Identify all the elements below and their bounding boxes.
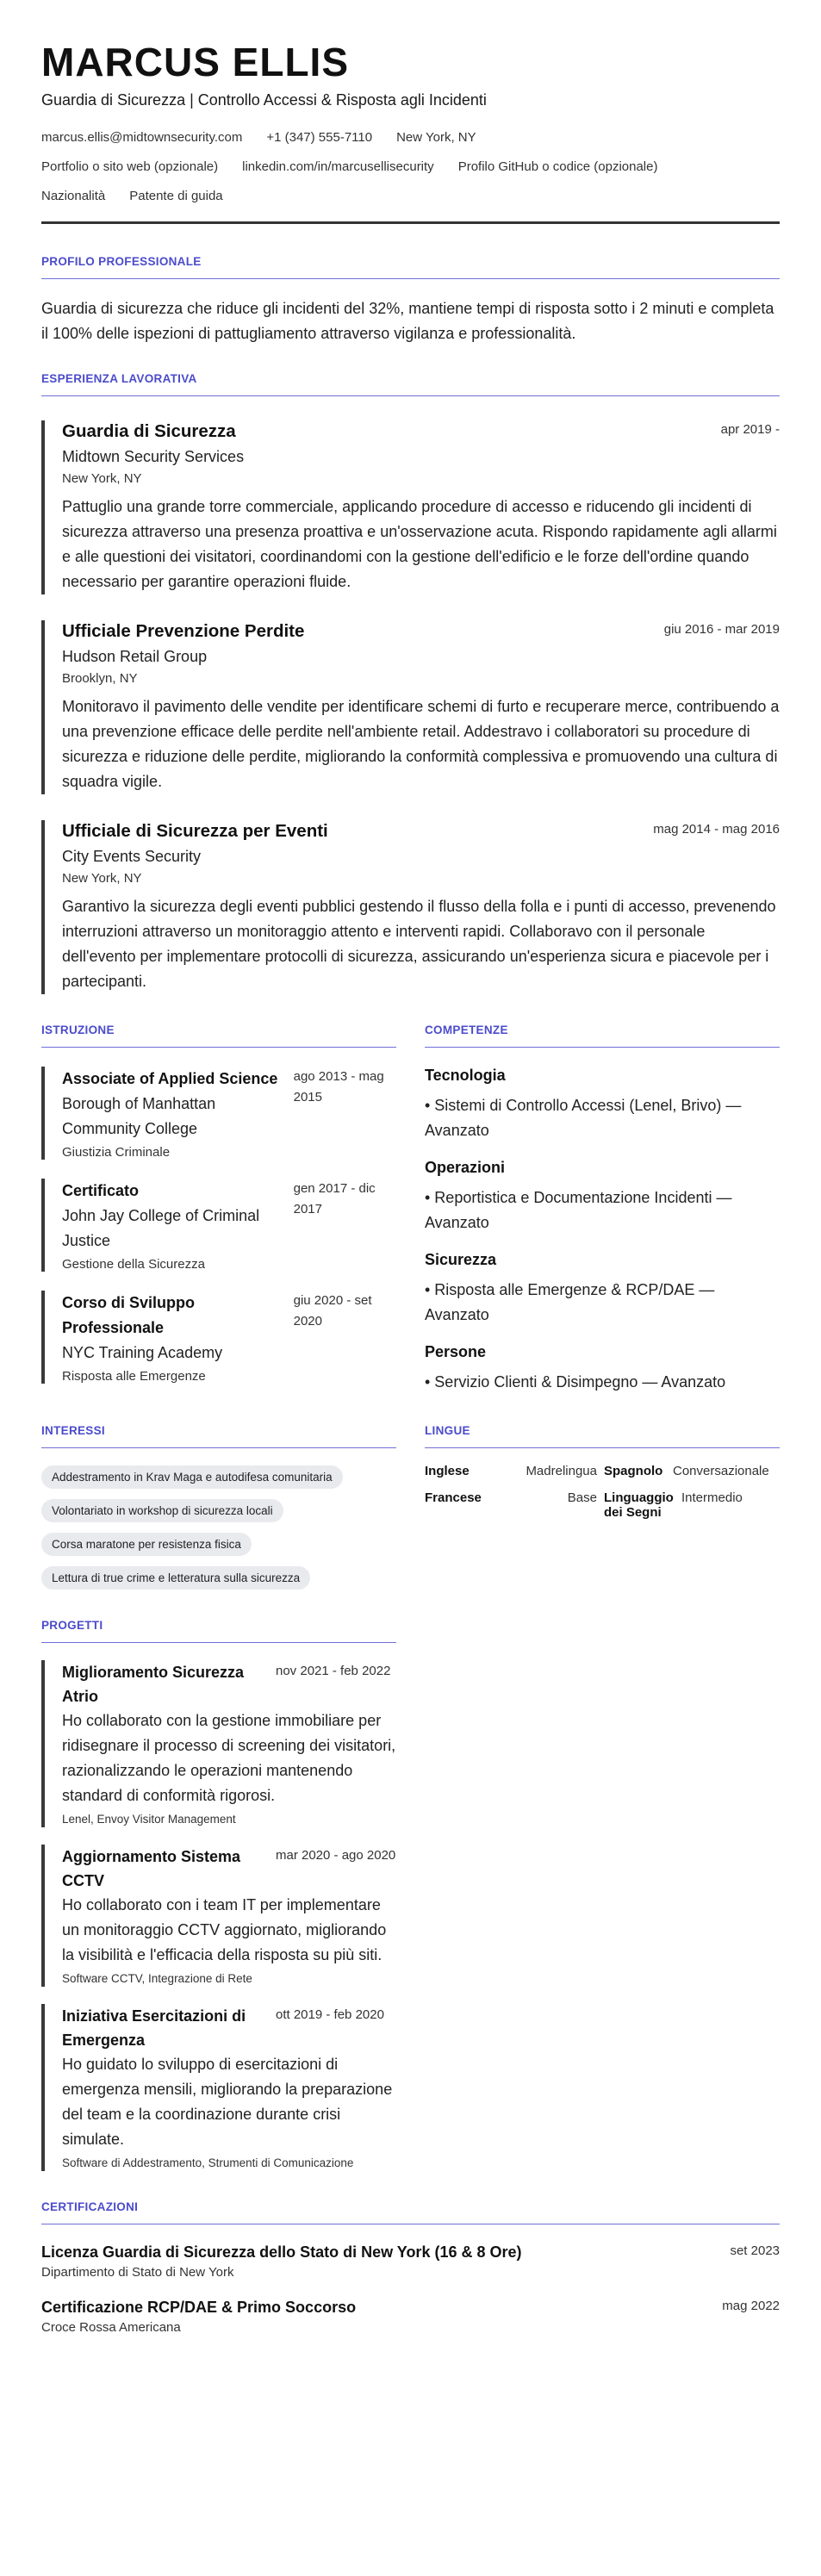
candidate-name: MARCUS ELLIS (41, 40, 349, 84)
project-entry (41, 1845, 396, 1987)
summary-title: PROFILO PROFESSIONALE (41, 255, 780, 279)
language-level: Madrelingua (526, 1464, 597, 1478)
project-date: mar 2020 - ago 2020 (276, 1848, 396, 1863)
project-description: Ho guidato lo sviluppo di esercitazioni di emergenza mensili, migliorando la preparazione del team e la coordinazione durante crisi simulate. (62, 2056, 393, 2148)
education-section (41, 1024, 396, 1395)
job-date: giu 2016 - mar 2019 (663, 622, 780, 637)
contact-row (41, 130, 780, 146)
skills-section (425, 1024, 780, 1395)
skills-title: COMPETENZE (425, 1024, 780, 1048)
interest-pill: Volontariato in workshop di sicurezza locali (41, 1499, 283, 1522)
education-school: John Jay College of Criminal Justice (62, 1207, 260, 1249)
language-level: Base (567, 1490, 597, 1505)
candidate-headline: Guardia di Sicurezza | Controllo Accessi & Risposta agli Incidenti (41, 91, 487, 109)
education-field: Gestione della Sicurezza (62, 1257, 205, 1272)
education-school: NYC Training Academy (62, 1344, 223, 1361)
projects-right-spacer (425, 1619, 780, 2171)
certification-entry (41, 2243, 780, 2280)
project-description: Ho collaborato con i team IT per implementare un monitoraggio CCTV aggiornato, migliorando la visibilità e l'efficacia della risposta su più siti. (62, 1896, 387, 1963)
education-title: ISTRUZIONE (41, 1024, 396, 1048)
job-entry (41, 420, 780, 594)
education-degree: Corso di Sviluppo Professionale (62, 1294, 196, 1336)
skill-category: Persone (425, 1343, 487, 1360)
job-description: Pattuglio una grande torre commerciale, applicando procedure di accesso e riducendo gli incidenti di sicurezza attraverso una presenza proattiva e un'osservazione acuta. Rispondo rapidamente agli allarmi e alle questioni dei visitatori, coordinandomi con la gestione dell'edificio e le forze dell'ordine quando necessario per garantire operazioni fluide. (62, 498, 777, 590)
links-row (41, 159, 780, 175)
language-name: Spagnolo (604, 1464, 663, 1478)
project-date: nov 2021 - feb 2022 (276, 1664, 391, 1678)
education-degree: Associate of Applied Science (62, 1070, 278, 1087)
languages-title: LINGUE (425, 1424, 780, 1448)
contact-github[interactable]: Profilo GitHub o codice (opzionale) (457, 159, 658, 174)
education-entry (41, 1067, 396, 1160)
certifications-section (41, 2200, 780, 2335)
certification-name: Certificazione RCP/DAE & Primo Soccorso (41, 2299, 357, 2316)
certifications-title: CERTIFICAZIONI (41, 2200, 780, 2224)
skill-category: Operazioni (425, 1159, 506, 1176)
interest-pill: Lettura di true crime e letteratura sulla sicurezza (41, 1566, 310, 1590)
job-date: mag 2014 - mag 2016 (653, 822, 780, 837)
skill-item: • Sistemi di Controllo Accessi (Lenel, Brivo) — Avanzato (425, 1097, 742, 1139)
experience-title: ESPERIENZA LAVORATIVA (41, 372, 780, 396)
language-level: Intermedio (681, 1490, 743, 1505)
projects-row (41, 1619, 780, 2171)
project-entry (41, 1660, 396, 1827)
education-degree: Certificato (62, 1182, 140, 1199)
language-level: Conversazionale (673, 1464, 769, 1478)
education-date: giu 2020 - set 2020 (293, 1293, 372, 1328)
language-name: Linguaggio dei Segni (604, 1490, 674, 1520)
resume-header (41, 40, 780, 224)
project-description: Ho collaborato con la gestione immobiliare per ridisegnare il processo di screening dei visitatori, razionalizzando le operazioni mantenendo standard di conformità rigorosi. (62, 1712, 396, 1804)
language-name: Francese (425, 1490, 482, 1505)
certification-name: Licenza Guardia di Sicurezza dello Stato di New York (16 & 8 Ore) (41, 2243, 522, 2261)
education-school: Borough of Manhattan Community College (62, 1095, 216, 1137)
job-description: Monitoravo il pavimento delle vendite per identificare schemi di furto e recuperare merce, contribuendo a una prevenzione efficace delle perdite nell'ambiente retail. Addestravo i collaboratori su procedure di sicurezza e riduzione delle perdite, migliorando la conformità complessiva e promuovendo una cultura di squadra vigile. (62, 698, 780, 790)
job-location: Brooklyn, NY (62, 671, 138, 686)
job-entry (41, 620, 780, 794)
languages-grid (425, 1464, 780, 1520)
contact-email[interactable]: marcus.ellis@midtownsecurity.com (41, 130, 243, 145)
certification-org: Croce Rossa Americana (41, 2320, 181, 2335)
project-tech: Software CCTV, Integrazione di Rete (62, 1972, 252, 1985)
education-date: gen 2017 - dic 2017 (293, 1181, 376, 1216)
project-title: Iniziativa Esercitazioni di Emergenza (62, 2007, 246, 2049)
skill-category: Sicurezza (425, 1251, 497, 1268)
job-location: New York, NY (62, 471, 142, 486)
summary-text: Guardia di sicurezza che riduce gli incidenti del 32%, mantiene tempi di risposta sotto i 2 minuti e completa il 100% delle ispezioni di pattugliamento attraverso vigilanza e professionalità. (41, 300, 774, 342)
skill-item: • Servizio Clienti & Disimpegno — Avanzato (425, 1373, 726, 1391)
certification-date: set 2023 (730, 2243, 780, 2258)
job-entry (41, 820, 780, 994)
education-field: Risposta alle Emergenze (62, 1369, 206, 1384)
projects-title: PROGETTI (41, 1619, 396, 1643)
education-entry (41, 1291, 396, 1384)
interest-pill: Corsa maratone per resistenza fisica (41, 1533, 252, 1556)
job-location: New York, NY (62, 871, 142, 886)
contact-linkedin[interactable]: linkedin.com/in/marcusellisecurity (242, 159, 434, 174)
contact-license: Patente di guida (129, 189, 223, 203)
skill-item: • Risposta alle Emergenze & RCP/DAE — Avanzato (425, 1281, 715, 1323)
job-company: Hudson Retail Group (62, 648, 208, 665)
project-tech: Software di Addestramento, Strumenti di Comunicazione (62, 2156, 354, 2169)
job-company: Midtown Security Services (62, 448, 245, 465)
extra-row (41, 189, 780, 204)
projects-section (41, 1619, 396, 2171)
interests-list (41, 1455, 396, 1590)
interests-title: INTERESSI (41, 1424, 396, 1448)
certification-org: Dipartimento di Stato di New York (41, 2265, 234, 2280)
contact-nationality: Nazionalità (41, 189, 106, 203)
education-date: ago 2013 - mag 2015 (293, 1069, 384, 1104)
skill-category: Tecnologia (425, 1067, 506, 1084)
certification-date: mag 2022 (722, 2299, 780, 2313)
project-entry (41, 2004, 396, 2171)
header-divider (41, 221, 780, 224)
skill-item: • Reportistica e Documentazione Incidenti — Avanzato (425, 1189, 732, 1231)
interests-section (41, 1424, 396, 1590)
contact-website[interactable]: Portfolio o sito web (opzionale) (41, 159, 219, 174)
languages-section (425, 1424, 780, 1590)
job-date: apr 2019 - (720, 422, 780, 437)
education-entry (41, 1179, 396, 1272)
interest-pill: Addestramento in Krav Maga e autodifesa comunitaria (41, 1465, 343, 1489)
project-date: ott 2019 - feb 2020 (276, 2007, 384, 2022)
contact-location: New York, NY (396, 130, 476, 145)
job-company: City Events Security (62, 848, 202, 865)
certification-entry (41, 2299, 780, 2335)
language-name: Inglese (425, 1464, 470, 1478)
project-title: Miglioramento Sicurezza Atrio (62, 1664, 245, 1705)
job-title: Guardia di Sicurezza (62, 421, 236, 441)
summary-section (41, 255, 780, 346)
contact-phone[interactable]: +1 (347) 555-7110 (266, 130, 373, 145)
job-title: Ufficiale di Sicurezza per Eventi (62, 821, 328, 841)
project-tech: Lenel, Envoy Visitor Management (62, 1813, 236, 1826)
job-title: Ufficiale Prevenzione Perdite (62, 621, 305, 641)
project-title: Aggiornamento Sistema CCTV (62, 1848, 241, 1889)
interests-languages-row (41, 1424, 780, 1590)
education-field: Giustizia Criminale (62, 1145, 171, 1160)
job-description: Garantivo la sicurezza degli eventi pubblici gestendo il flusso della folla e i punti di accesso, prevenendo interruzioni attraverso un monitoraggio attento e interventi rapidi. Collaboravo con il personale dell'evento per implementare protocolli di sicurezza, assicurando un'esperienza sicura e piacevole per i partecipanti. (62, 898, 776, 990)
experience-section (41, 372, 780, 994)
education-skills-row (41, 1024, 780, 1395)
